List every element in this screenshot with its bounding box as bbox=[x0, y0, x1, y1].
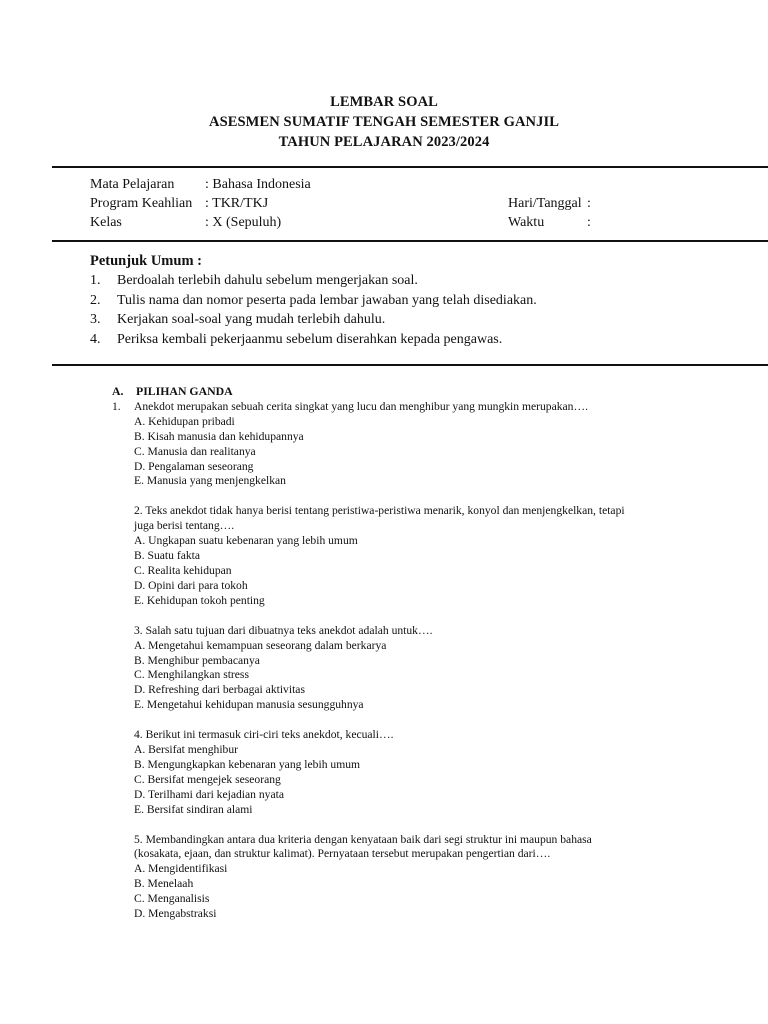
answer-option[interactable]: B. Menghibur pembacanya bbox=[134, 653, 260, 667]
question-number: 1. bbox=[112, 399, 121, 413]
divider-top bbox=[52, 166, 768, 168]
divider-middle bbox=[52, 240, 768, 242]
instruction-item bbox=[90, 330, 710, 350]
question-stem-continued: (kosakata, ejaan, dan struktur kalimat). Pernyataan tersebut merupakan pengertian dari…. bbox=[134, 847, 551, 861]
hari-value: : bbox=[587, 196, 591, 211]
instruction-number: 1. bbox=[90, 273, 101, 288]
answer-option[interactable]: D. Terilhami dari kejadian nyata bbox=[134, 787, 284, 801]
header-school-year: TAHUN PELAJARAN 2023/2024 bbox=[278, 134, 490, 150]
question-stem: 2. Teks anekdot tidak hanya berisi tentang peristiwa-peristiwa menarik, konyol dan menjengkelkan, tetapi bbox=[134, 504, 625, 518]
question-stem: 3. Salah satu tujuan dari dibuatnya teks anekdot adalah untuk…. bbox=[134, 623, 433, 637]
answer-option[interactable]: B. Kisah manusia dan kehidupannya bbox=[134, 429, 304, 443]
answer-option[interactable]: D. Opini dari para tokoh bbox=[134, 578, 248, 592]
instructions-title: Petunjuk Umum : bbox=[90, 253, 202, 269]
question-4 bbox=[112, 728, 682, 817]
instruction-text: Berdoalah terlebih dahulu sebelum mengerjakan soal. bbox=[117, 273, 418, 288]
kelas-label: Kelas bbox=[90, 215, 122, 230]
answer-option[interactable]: E. Bersifat sindiran alami bbox=[134, 802, 253, 816]
answer-option[interactable]: D. Mengabstraksi bbox=[134, 907, 217, 921]
question-stem: 4. Berikut ini termasuk ciri-ciri teks anekdot, kecuali…. bbox=[134, 728, 394, 742]
answer-option[interactable]: B. Mengungkapkan kebenaran yang lebih umum bbox=[134, 757, 361, 771]
instruction-text: Periksa kembali pekerjaanmu sebelum diserahkan kepada pengawas. bbox=[117, 331, 503, 347]
answer-option[interactable]: C. Menganalisis bbox=[134, 892, 210, 906]
question-section bbox=[112, 384, 682, 922]
answer-option[interactable]: A. Mengidentifikasi bbox=[134, 862, 228, 876]
kelas-value: : X (Sepuluh) bbox=[205, 215, 282, 230]
answer-option[interactable]: C. Realita kehidupan bbox=[134, 563, 232, 577]
section-title: PILIHAN GANDA bbox=[136, 384, 233, 398]
question-text: Anekdot merupakan sebuah cerita singkat yang lucu dan menghibur yang mungkin merupakan…. bbox=[134, 399, 588, 413]
question-2 bbox=[112, 504, 682, 608]
answer-option[interactable]: E. Manusia yang menjengkelkan bbox=[134, 474, 286, 488]
answer-option[interactable]: B. Suatu fakta bbox=[134, 549, 201, 563]
instruction-text: Kerjakan soal-soal yang mudah terlebih dahulu. bbox=[117, 312, 386, 327]
answer-option[interactable]: E. Kehidupan tokoh penting bbox=[134, 593, 265, 607]
instruction-text: Tulis nama dan nomor peserta pada lembar jawaban yang telah disediakan. bbox=[117, 292, 537, 308]
hari-label: Hari/Tanggal bbox=[508, 196, 582, 211]
document-header bbox=[0, 92, 768, 152]
instruction-item bbox=[90, 271, 710, 291]
answer-option[interactable]: A. Mengetahui kemampuan seseorang dalam berkarya bbox=[134, 638, 387, 652]
question-stem: 5. Membandingkan antara dua kriteria dengan kenyataan baik dari segi struktur ini maupun bahasa bbox=[134, 832, 592, 846]
answer-option[interactable]: D. Pengalaman seseorang bbox=[134, 459, 254, 473]
question-1 bbox=[112, 400, 682, 489]
answer-option[interactable]: D. Refreshing dari berbagai aktivitas bbox=[134, 683, 305, 697]
question-stem-continued: juga berisi tentang…. bbox=[134, 519, 235, 533]
mapel-label: Mata Pelajaran bbox=[90, 177, 175, 192]
waktu-label: Waktu bbox=[508, 215, 545, 230]
general-instructions bbox=[90, 251, 710, 349]
section-heading bbox=[112, 384, 682, 399]
divider-bottom bbox=[52, 364, 768, 366]
instruction-number: 3. bbox=[90, 312, 101, 327]
answer-option[interactable]: C. Manusia dan realitanya bbox=[134, 444, 256, 458]
program-label: Program Keahlian bbox=[90, 196, 193, 211]
instruction-number: 4. bbox=[90, 331, 101, 347]
answer-option[interactable]: A. Kehidupan pribadi bbox=[134, 414, 235, 428]
answer-option[interactable]: C. Menghilangkan stress bbox=[134, 668, 249, 682]
question-5 bbox=[112, 833, 682, 922]
question-stem bbox=[112, 400, 682, 415]
answer-option[interactable]: E. Mengetahui kehidupan manusia sesungguhnya bbox=[134, 698, 364, 712]
section-letter: A. bbox=[112, 384, 124, 398]
waktu-value: : bbox=[587, 215, 591, 230]
answer-option[interactable]: A. Ungkapan suatu kebenaran yang lebih umum bbox=[134, 534, 358, 548]
answer-option[interactable]: C. Bersifat mengejek seseorang bbox=[134, 772, 281, 786]
instruction-item bbox=[90, 310, 710, 330]
answer-option[interactable]: B. Menelaah bbox=[134, 877, 194, 891]
question-3 bbox=[112, 624, 682, 713]
instruction-number: 2. bbox=[90, 292, 101, 308]
mapel-value: : Bahasa Indonesia bbox=[205, 177, 311, 192]
instruction-item bbox=[90, 291, 710, 311]
header-exam-name: ASESMEN SUMATIF TENGAH SEMESTER GANJIL bbox=[209, 114, 559, 130]
answer-option[interactable]: A. Bersifat menghibur bbox=[134, 743, 238, 757]
header-title: LEMBAR SOAL bbox=[330, 94, 438, 110]
program-value: : TKR/TKJ bbox=[205, 196, 269, 211]
